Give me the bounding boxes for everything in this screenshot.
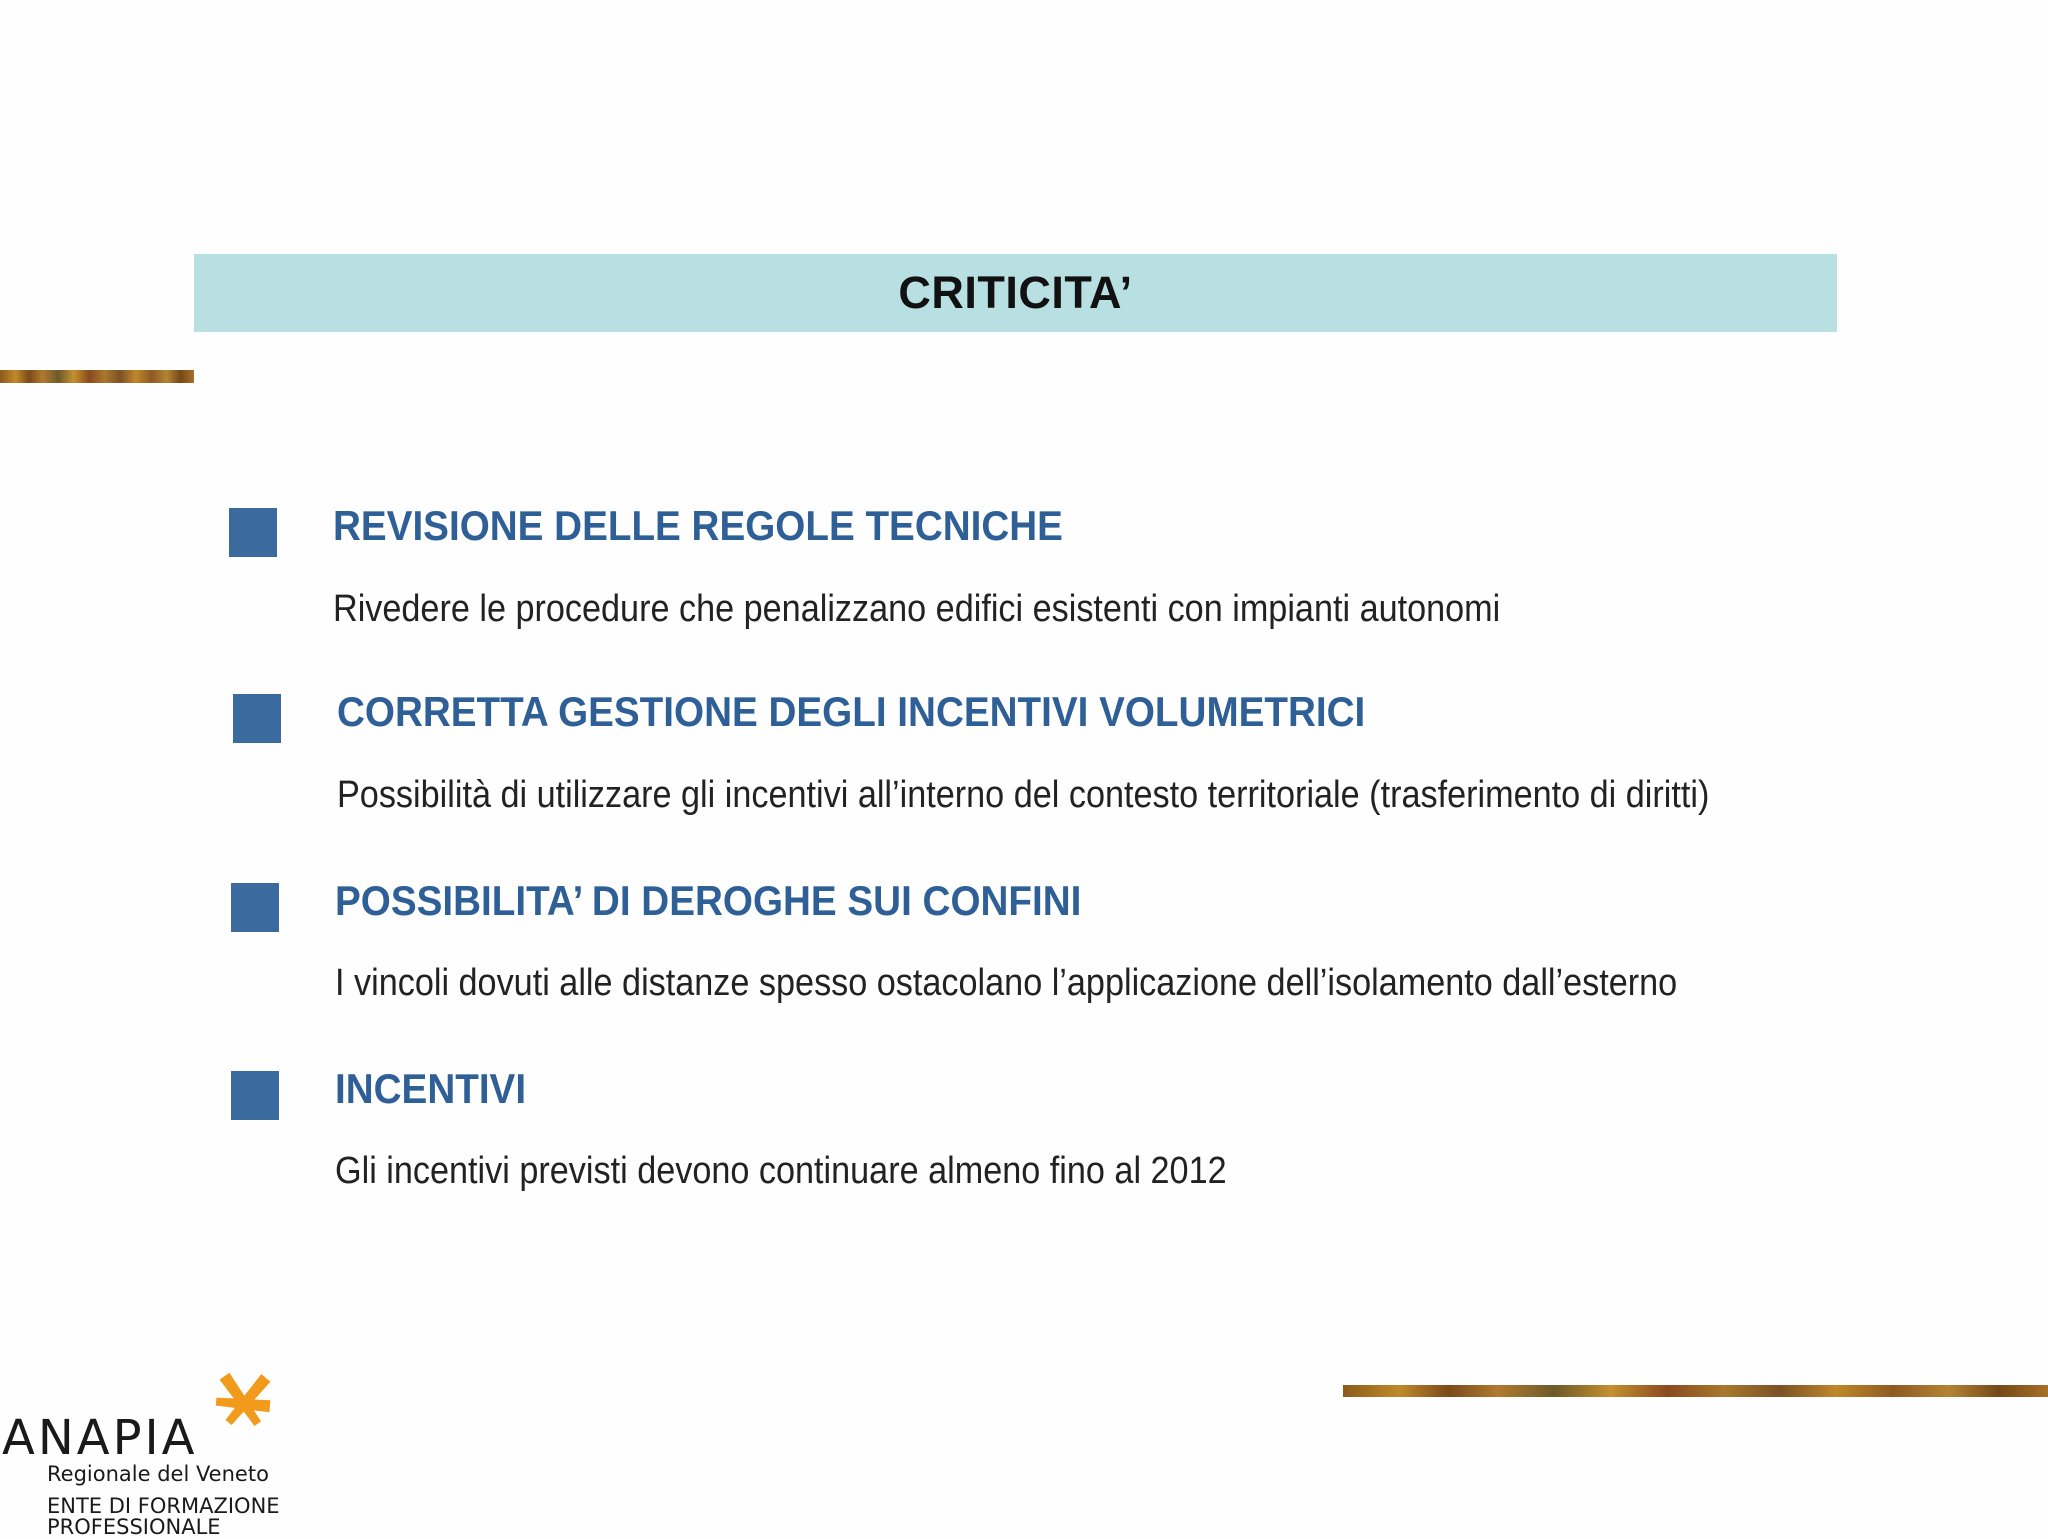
decorative-stripe-left — [0, 370, 194, 383]
logo-tagline-2: PROFESSIONALE — [47, 1515, 221, 1539]
logo-wordmark: ANAPIA — [2, 1410, 198, 1466]
anapia-logo — [0, 1368, 300, 1539]
logo-tagline-1: ENTE DI FORMAZIONE — [47, 1494, 280, 1518]
item-text: I vincoli dovuti alle distanze spesso ostacolano l’applicazione dell’isolamento dall’esterno — [335, 962, 1678, 1004]
bullet-square-icon — [231, 883, 279, 932]
title-bar — [194, 254, 1837, 332]
slide-title: CRITICITA’ — [898, 267, 1133, 318]
logo-subtitle: Regionale del Veneto — [47, 1462, 269, 1486]
item-heading: REVISIONE DELLE REGOLE TECNICHE — [333, 502, 1063, 549]
item-heading: POSSIBILITA’ DI DEROGHE SUI CONFINI — [335, 877, 1082, 924]
bullet-square-icon — [233, 694, 281, 743]
asterisk-icon — [208, 1368, 280, 1440]
bullet-square-icon — [231, 1071, 279, 1120]
item-text: Rivedere le procedure che penalizzano edifici esistenti con impianti autonomi — [333, 588, 1501, 630]
decorative-stripe-right — [1343, 1385, 2048, 1397]
item-heading: INCENTIVI — [335, 1065, 527, 1112]
item-text: Possibilità di utilizzare gli incentivi all’interno del contesto territoriale (trasferimento di diritti) — [337, 774, 1710, 816]
item-text: Gli incentivi previsti devono continuare almeno fino al 2012 — [335, 1150, 1227, 1192]
bullet-square-icon — [229, 508, 277, 557]
item-heading: CORRETTA GESTIONE DEGLI INCENTIVI VOLUMETRICI — [337, 688, 1366, 735]
